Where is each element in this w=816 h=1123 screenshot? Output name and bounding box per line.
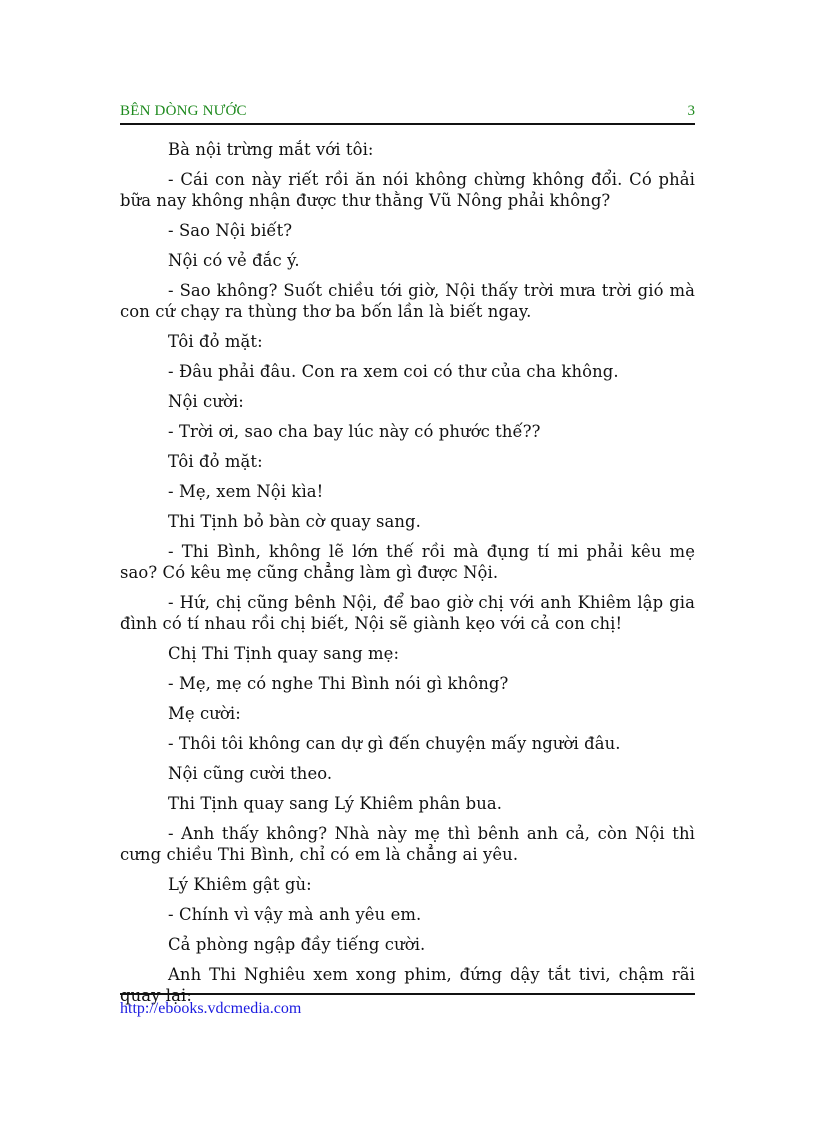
paragraph: Tôi đỏ mặt: [168, 332, 263, 351]
paragraph: - Sao không? Suốt chiều tới giờ, Nội thấy trời mưa trời gió mà con cứ chạy ra thùng thơ ba bốn lần là biết ngay. [120, 281, 695, 321]
paragraph: Anh Thi Nghiêu xem xong phim, đứng dậy tắt tivi, chậm rãi quay lại: [120, 965, 695, 1005]
paragraph: - Đâu phải đâu. Con ra xem coi có thư của cha không. [168, 362, 619, 381]
paragraph: Bà nội trừng mắt với tôi: [168, 140, 374, 159]
paragraph: - Trời ơi, sao cha bay lúc này có phước thế?? [168, 422, 541, 441]
page-number: 3 [687, 103, 695, 119]
paragraph: - Mẹ, mẹ có nghe Thi Bình nói gì không? [168, 674, 509, 693]
paragraph: - Thôi tôi không can dự gì đến chuyện mấy người đâu. [168, 734, 621, 753]
paragraph: - Chính vì vậy mà anh yêu em. [168, 905, 422, 924]
page-body [120, 139, 695, 1015]
paragraph: - Thi Bình, không lẽ lớn thế rồi mà đụng tí mi phải kêu mẹ sao? Có kêu mẹ cũng chẳng làm gì được Nội. [120, 542, 695, 582]
book-title: BÊN DÒNG NƯỚC [120, 103, 247, 119]
paragraph: - Anh thấy không? Nhà này mẹ thì bênh anh cả, còn Nội thì cưng chiều Thi Bình, chỉ có em là chẳng ai yêu. [120, 824, 695, 864]
paragraph: Mẹ cười: [168, 704, 241, 723]
paragraph: Nội cũng cười theo. [168, 764, 333, 783]
paragraph: Tôi đỏ mặt: [168, 452, 263, 471]
paragraph: - Mẹ, xem Nội kìa! [168, 482, 324, 501]
paragraph: - Cái con này riết rồi ăn nói không chừng không đổi. Có phải bữa nay không nhận được thư thằng Vũ Nông phải không? [120, 170, 695, 210]
paragraph: Chị Thi Tịnh quay sang mẹ: [168, 644, 400, 663]
paragraph: Thi Tịnh quay sang Lý Khiêm phân bua. [168, 794, 503, 813]
page-header [120, 103, 695, 125]
footer-website-link[interactable]: http://ebooks.vdcmedia.com [120, 1000, 302, 1017]
paragraph: - Hứ, chị cũng bênh Nội, để bao giờ chị với anh Khiêm lập gia đình có tí nhau rồi chị biết, Nội sẽ giành kẹo với cả con chị! [120, 593, 695, 633]
paragraph: Nội có vẻ đắc ý. [168, 251, 300, 270]
page-footer [120, 993, 695, 1018]
paragraph: Cả phòng ngập đầy tiếng cười. [168, 935, 426, 954]
paragraph: - Sao Nội biết? [168, 221, 293, 240]
paragraph: Lý Khiêm gật gù: [168, 875, 312, 894]
paragraph: Nội cười: [168, 392, 244, 411]
paragraph: Thi Tịnh bỏ bàn cờ quay sang. [168, 512, 421, 531]
